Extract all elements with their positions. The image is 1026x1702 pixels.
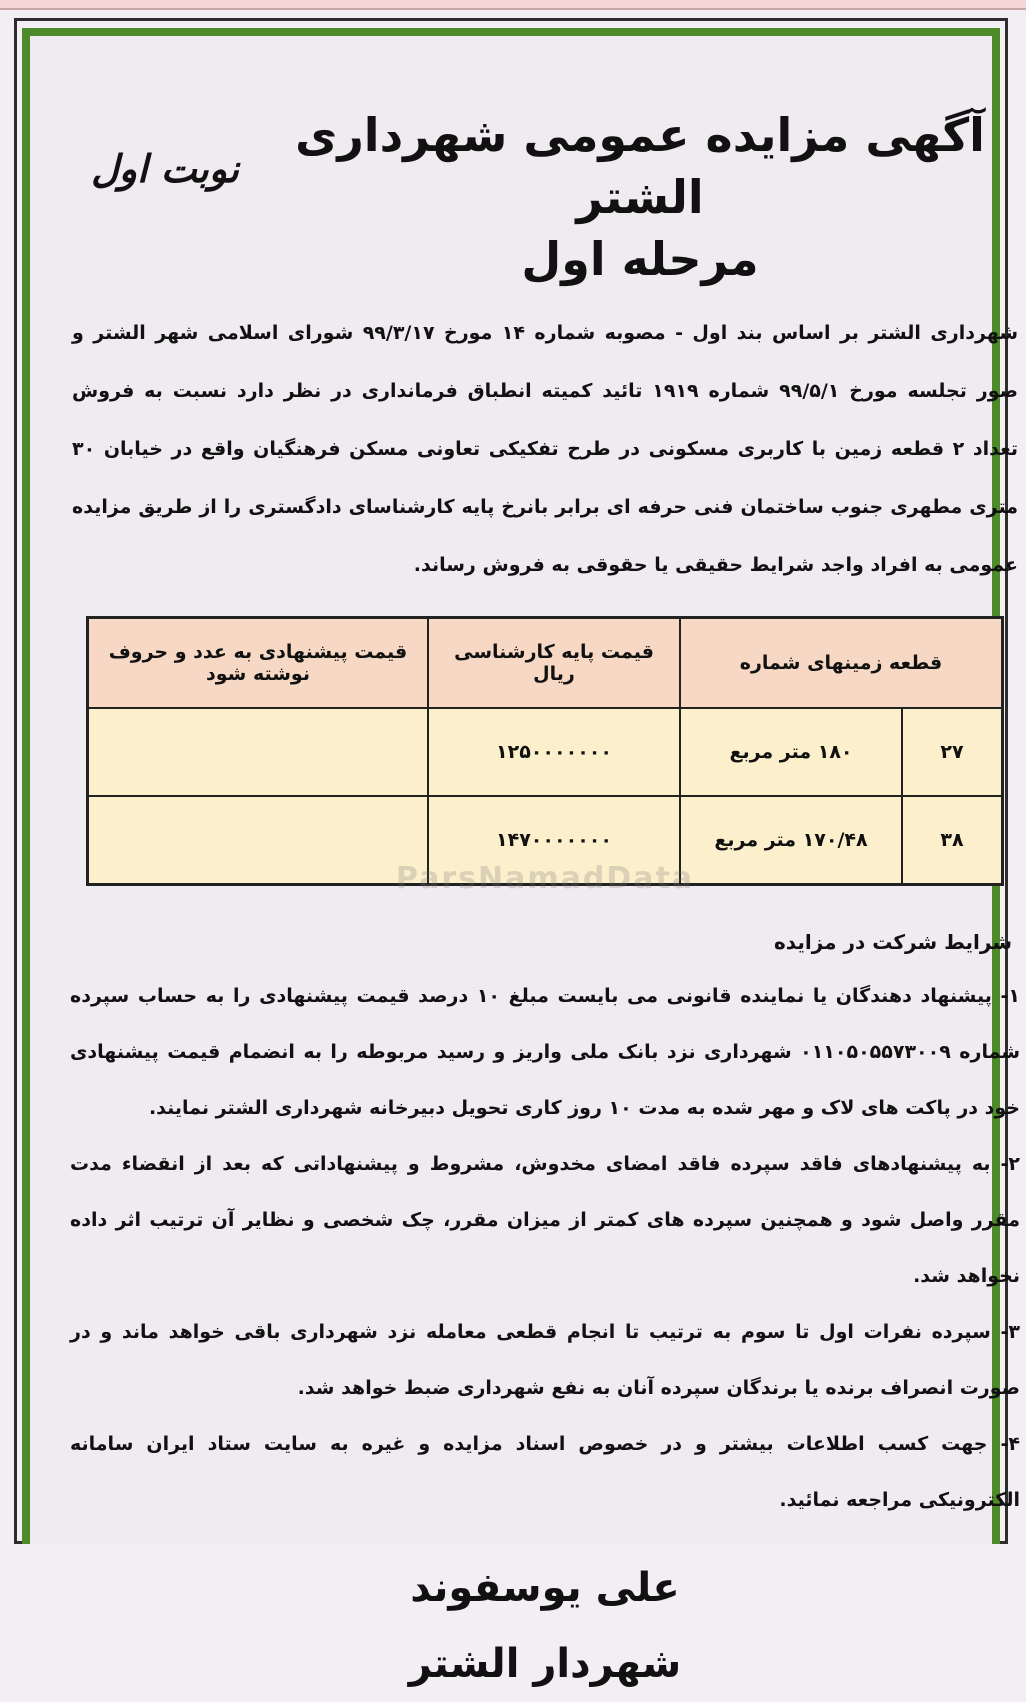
title-line-2: مرحله اول — [521, 232, 759, 286]
condition-item: ۴- جهت کسب اطلاعات بیشتر و در خصوص اسناد مزایده و غیره به سایت ستاد ایران سامانه الکترونیکی مراجعه نمائید. — [70, 1433, 1020, 1511]
header-proposed-price: قیمت پیشنهادی به عدد و حروف نوشته شود — [88, 618, 429, 709]
auction-table-wrapper — [86, 616, 1004, 896]
header-plots: قطعه زمینهای شماره — [680, 618, 1003, 709]
notice-content — [70, 76, 1020, 1702]
intro-paragraph: شهرداری الشتر بر اساس بند اول - مصوبه شماره ۱۴ مورخ ۹۹/۳/۱۷ شورای اسلامی شهر الشتر و صور تجلسه مورخ ۹۹/۵/۱ شماره ۱۹۱۹ تائید کمیته انطباق فرمانداری در نظر دارد نسبت به فروش تعداد ۲ قطعه زمین با کاربری مسکونی در طرح تفکیکی تعاونی مسکن فرهنگیان واقع در خیابان ۳۰ متری مطهری جنوب ساختمان فنی حرفه ای برابر بانرخ پایه کارشناسای دادگستری را از طریق مزایده عمومی به افراد واجد شرایط حقیقی یا حقوقی به فروش رساند. — [72, 322, 1019, 576]
notice-title — [260, 104, 1020, 290]
plot-area: ۱۸۰ متر مربع — [680, 708, 902, 796]
plot-number: ۲۷ — [902, 708, 1003, 796]
signature-title: شهردار الشتر — [408, 1641, 682, 1687]
condition-item: ۲- به پیشنهادهای فاقد سپرده فاقد امضای مخدوش، مشروط و پیشنهاداتی که بعد از انقضاء مدت مقرر واصل شود و همچنین سپرده های کمتر از میزان مقرر، چک شخصی و نظایر آن ترتیب اثر داده نخواهد شد. — [70, 1153, 1020, 1287]
notice-header — [70, 76, 1020, 286]
plot-number: ۳۸ — [902, 796, 1003, 885]
top-strip — [0, 0, 1026, 10]
title-line-1: آگهی مزایده عمومی شهرداری الشتر — [295, 108, 985, 224]
auction-table — [86, 616, 1004, 886]
plot-proposed-price — [88, 708, 429, 796]
turn-label: نوبت اول — [91, 146, 239, 191]
plot-base-price: ۱۲۵۰۰۰۰۰۰۰ — [428, 708, 680, 796]
plot-area: ۱۷۰/۴۸ متر مربع — [680, 796, 902, 885]
condition-item: ۳- سپرده نفرات اول تا سوم به ترتیب تا انجام قطعی معامله نزد شهرداری باقی خواهد ماند و در صورت انصراف برنده یا برندگان سپرده آنان به نفع شهرداری ضبط خواهد شد. — [70, 1321, 1020, 1399]
plot-base-price: ۱۴۷۰۰۰۰۰۰۰ — [428, 796, 680, 885]
condition-item: ۱- پیشنهاد دهندگان یا نماینده قانونی می بایست مبلغ ۱۰ درصد قیمت پیشنهادی را به حساب سپرده شماره ۰۱۱۰۵۰۵۵۷۳۰۰۹ شهرداری نزد بانک ملی واریز و رسید مربوطه را به انضمام قیمت پیشنهادی خود در پاکت های لاک و مهر شده به مدت ۱۰ روز کاری تحویل دبیرخانه شهرداری الشتر نمایند. — [70, 985, 1020, 1119]
notice-frame — [22, 28, 1020, 1687]
signature-block — [70, 1550, 1020, 1702]
table-row — [88, 708, 1003, 796]
conditions-list — [70, 968, 1020, 1528]
conditions-title: شرایط شرکت در مزایده — [773, 930, 1012, 954]
signature-name: علی یوسفوند — [410, 1565, 680, 1611]
watermark: ParsNamadData — [395, 861, 695, 896]
header-base-price: قیمت پایه کارشناسی ریال — [428, 618, 680, 709]
